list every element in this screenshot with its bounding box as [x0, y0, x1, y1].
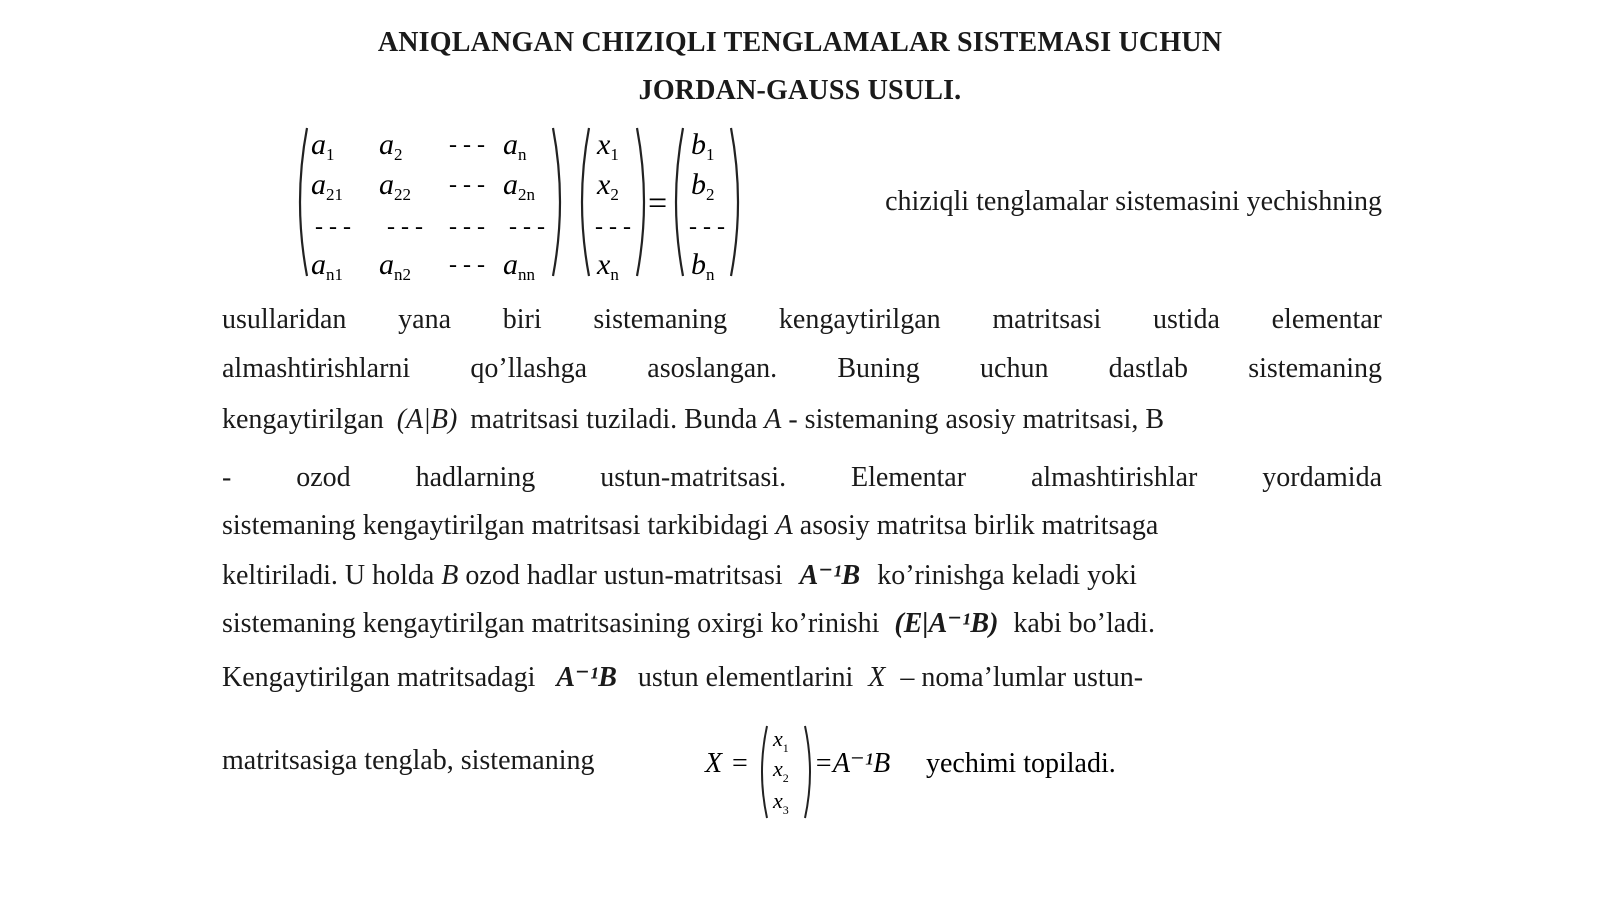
- unknown-entry: [596, 128, 619, 164]
- body-line-2: almashtirishlarni qo’llashga asoslangan. Buning uchun dastlab sistemaning: [222, 353, 1382, 384]
- formula-Ainv-B: A⁻¹B: [799, 560, 861, 591]
- free-term-entry-subscript: n: [706, 265, 715, 284]
- body-line-8: [222, 660, 1382, 694]
- text-segment: keltiriladi. U holda: [222, 560, 435, 591]
- matrix-entry-symbol: a: [503, 128, 518, 161]
- body-line-3: [222, 404, 1382, 436]
- free-term-entry-subscript: 1: [706, 145, 715, 164]
- matrix-entry: [379, 248, 411, 284]
- symbol-B: B: [441, 560, 459, 591]
- matrix-entry-symbol: a: [379, 248, 394, 281]
- text-segment: sistemaning kengaytirilgan matritsasining oxirgi ko’rinishi: [222, 608, 880, 639]
- free-term-entry-subscript: 2: [706, 185, 715, 204]
- free-term-entry-symbol: b: [691, 248, 706, 281]
- free-terms-vector: [676, 128, 738, 284]
- text-segment: kabi bo’ladi.: [1013, 608, 1155, 639]
- solution-entry-symbol: x: [773, 756, 783, 781]
- unknown-entry-subscript: 2: [610, 185, 619, 204]
- solution-entry-symbol: x: [773, 788, 783, 813]
- matrix-entry-subscript: 2n: [518, 185, 535, 204]
- text-segment: matritsasi tuziladi. Bunda: [470, 404, 758, 435]
- unknowns-vector: [582, 128, 644, 284]
- matrix-entry: [311, 248, 343, 284]
- text-segment: ozod hadlar ustun-matritsasi: [465, 560, 783, 591]
- text-segment: kengaytirilgan: [222, 404, 384, 435]
- right-paren: [731, 128, 738, 276]
- matrix-entry-subscript: nn: [518, 265, 535, 284]
- solution-entry-subscript: 1: [782, 741, 789, 755]
- unknown-entry-symbol: x: [597, 128, 611, 161]
- column-ellipsis: - - -: [689, 214, 725, 240]
- formula-Ainv-B: A⁻¹B: [556, 662, 617, 693]
- symbol-A: A: [764, 404, 782, 435]
- matrix-entry: [503, 248, 536, 284]
- symbol-X: X: [705, 748, 723, 779]
- text-segment: ko’rinishga keladi yoki: [877, 560, 1137, 591]
- formula-E-Ainv-B: (E|A⁻¹B): [894, 608, 999, 639]
- free-term-entry-symbol: b: [691, 168, 706, 201]
- solution-equation: [705, 724, 1165, 834]
- matrix-entry-symbol: a: [311, 168, 326, 201]
- formula-AB: (A|B): [396, 404, 458, 435]
- free-term-entry: [691, 248, 715, 284]
- left-paren: [676, 128, 683, 276]
- row-ellipsis: - - -: [449, 252, 485, 278]
- matrix-entry: [503, 128, 527, 164]
- solution-entry-symbol: x: [773, 726, 783, 751]
- matrix-entry-symbol: a: [503, 248, 518, 281]
- free-term-entry-symbol: b: [691, 128, 706, 161]
- body-line-6: [222, 558, 1382, 592]
- matrix-entry-symbol: a: [311, 128, 326, 161]
- matrix-entry-symbol: a: [379, 128, 394, 161]
- unknown-entry-symbol: x: [597, 168, 611, 201]
- matrix-entry-subscript: 21: [326, 185, 343, 204]
- body-line-1: usullaridan yana biri sistemaning kengaytirilgan matritsasi ustida elementar: [222, 304, 1382, 335]
- row-ellipsis: - - -: [449, 172, 485, 198]
- matrix-entry-subscript: n2: [394, 265, 411, 284]
- body-line-7: [222, 606, 1382, 640]
- solution-entry: [772, 788, 789, 817]
- text-segment: yechimi topiladi.: [926, 748, 1116, 779]
- page-title-line2: JORDAN-GAUSS USULI.: [638, 75, 962, 106]
- matrix-entry-subscript: 1: [326, 145, 335, 164]
- matrix-entry: [311, 168, 343, 204]
- matrix-entry: [379, 128, 403, 164]
- free-term-entry: [691, 168, 715, 204]
- symbol-A: A: [775, 510, 793, 541]
- text-segment: - sistemaning asosiy matritsasi, B: [788, 404, 1164, 435]
- equals-sign: =: [648, 185, 668, 222]
- column-ellipsis: - - -: [595, 214, 631, 240]
- matrix-entry-symbol: a: [503, 168, 518, 201]
- symbol-X: X: [868, 662, 886, 693]
- text-segment: sistemaning kengaytirilgan matritsasi tarkibidagi: [222, 510, 769, 541]
- text-segment: – noma’lumlar ustun-: [900, 662, 1144, 693]
- matrix-entry-symbol: a: [379, 168, 394, 201]
- matrix-entry: [311, 128, 335, 164]
- page-title-line1: ANIQLANGAN CHIZIQLI TENGLAMALAR SISTEMASI UCHUN: [377, 27, 1223, 58]
- equals-sign: =: [732, 748, 748, 779]
- body-line-5: [222, 510, 1382, 542]
- text-segment: ustun elementlarini: [637, 662, 854, 693]
- matrix-entry-subscript: n1: [326, 265, 343, 284]
- column-ellipsis: - - -: [509, 214, 545, 240]
- matrix-entry-symbol: a: [311, 248, 326, 281]
- formula-Ainv-B: =A⁻¹B: [814, 748, 891, 779]
- left-paren: [762, 726, 767, 818]
- solution-entry: [772, 756, 789, 785]
- left-paren: [300, 128, 307, 276]
- matrix-entry-subscript: n: [518, 145, 527, 164]
- solution-entry-subscript: 2: [782, 771, 789, 785]
- free-term-entry: [691, 128, 715, 164]
- solution-vector: [762, 726, 810, 818]
- unknown-entry-subscript: 1: [610, 145, 619, 164]
- right-paren: [637, 128, 644, 276]
- text-segment: asosiy matritsa birlik matritsaga: [799, 510, 1159, 541]
- text-segment: Kengaytirilgan matritsadagi: [222, 662, 536, 693]
- coefficient-matrix: [300, 128, 560, 284]
- unknown-entry-subscript: n: [610, 265, 619, 284]
- matrix-equation: [295, 122, 765, 292]
- row-ellipsis: - - -: [449, 132, 485, 158]
- column-ellipsis: - - -: [387, 214, 423, 240]
- equation-trailing-text: chiziqli tenglamalar sistemasini yechishning: [885, 186, 1382, 217]
- right-paren: [805, 726, 810, 818]
- solution-entry-subscript: 3: [782, 803, 789, 817]
- matrix-entry: [379, 168, 411, 204]
- right-paren: [553, 128, 560, 276]
- matrix-entry: [503, 168, 536, 204]
- left-paren: [582, 128, 589, 276]
- body-line-4: - ozod hadlarning ustun-matritsasi. Elementar almashtirishlar yordamida: [222, 462, 1382, 493]
- column-ellipsis: - - -: [449, 214, 485, 240]
- unknown-entry: [596, 248, 619, 284]
- solution-entry: [772, 726, 789, 755]
- body-line-9-prefix: matritsasiga tenglab, sistemaning: [222, 745, 595, 776]
- matrix-entry-subscript: 22: [394, 185, 411, 204]
- unknown-entry: [596, 168, 619, 204]
- unknown-entry-symbol: x: [597, 248, 611, 281]
- matrix-entry-subscript: 2: [394, 145, 403, 164]
- column-ellipsis: - - -: [315, 214, 351, 240]
